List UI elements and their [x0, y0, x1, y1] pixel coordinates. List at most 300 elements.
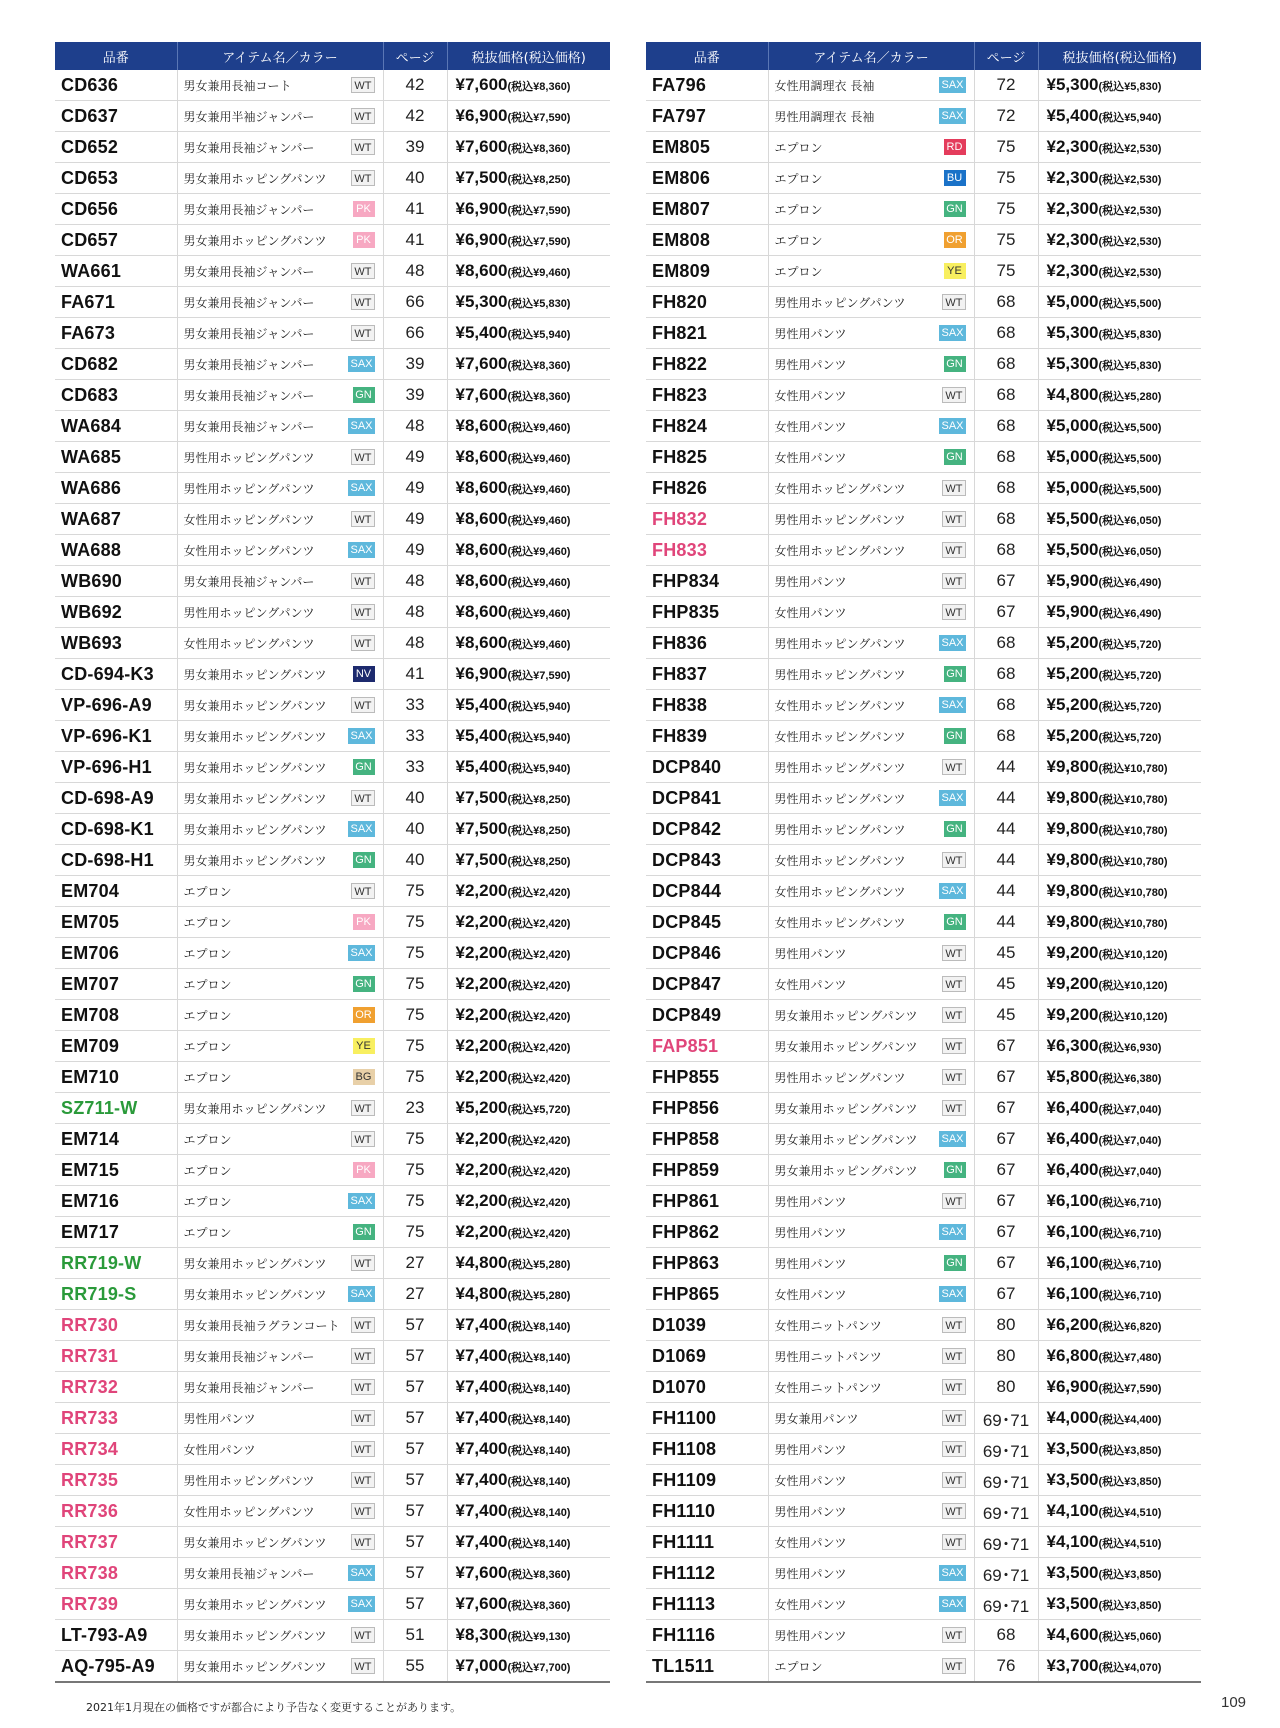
item-name: 男女兼用ホッピングパンツ	[774, 1040, 918, 1054]
item-cell	[768, 752, 974, 783]
item-name: 女性用ホッピングパンツ	[774, 699, 906, 713]
catalog-page: 27	[383, 1279, 447, 1310]
color-badge: WT	[351, 1534, 374, 1550]
price-cell	[447, 814, 610, 845]
item-cell	[768, 690, 974, 721]
price-table-left	[55, 42, 610, 1683]
product-code: FA673	[55, 318, 177, 349]
color-badge: SAX	[941, 1598, 964, 1610]
product-code: WA686	[55, 473, 177, 504]
color-badge: GN	[944, 666, 966, 682]
price-excl-tax: ¥2,200	[455, 1222, 508, 1241]
item-name: 女性用パンツ	[774, 1536, 847, 1550]
table-row	[55, 1217, 610, 1248]
color-badge: GN	[353, 387, 375, 403]
price-incl-tax: (税込¥10,780)	[1098, 918, 1168, 930]
price-excl-tax: ¥5,900	[1046, 602, 1099, 621]
price-incl-tax: (税込¥5,500)	[1098, 484, 1162, 496]
price-cell	[1038, 938, 1201, 969]
table-row	[646, 1186, 1201, 1217]
price-incl-tax: (税込¥9,130)	[507, 1631, 571, 1643]
item-name: 男女兼用ホッピングパンツ	[183, 761, 327, 775]
price-incl-tax: (税込¥9,460)	[507, 608, 571, 620]
catalog-page: 69･71	[974, 1558, 1038, 1589]
color-badge: WT	[942, 1317, 965, 1333]
item-name: 男女兼用ホッピングパンツ	[774, 1009, 918, 1023]
color-badge: SAX	[941, 79, 964, 91]
price-cell	[447, 1496, 610, 1527]
item-cell	[177, 256, 383, 287]
catalog-page: 57	[383, 1434, 447, 1465]
color-badge: SAX	[941, 1133, 964, 1145]
table-row	[55, 1341, 610, 1372]
price-excl-tax: ¥7,500	[455, 788, 508, 807]
price-excl-tax: ¥6,100	[1046, 1284, 1099, 1303]
price-cell	[1038, 907, 1201, 938]
table-row	[55, 783, 610, 814]
price-cell	[447, 969, 610, 1000]
item-name: 男女兼用ホッピングパンツ	[774, 1102, 918, 1116]
color-badge: WT	[942, 294, 965, 310]
catalog-page: 68	[974, 380, 1038, 411]
table-row	[55, 504, 610, 535]
product-code: FHP862	[646, 1217, 768, 1248]
color-badge: WT	[942, 1534, 965, 1550]
price-excl-tax: ¥8,600	[455, 509, 508, 528]
color-badge: WT	[351, 294, 374, 310]
price-cell	[1038, 597, 1201, 628]
color-badge: WT	[942, 852, 965, 868]
price-cell	[1038, 752, 1201, 783]
price-excl-tax: ¥2,200	[455, 1129, 508, 1148]
price-incl-tax: (税込¥4,400)	[1098, 1414, 1162, 1426]
color-badge: WT	[942, 1503, 965, 1519]
item-name: 女性用ホッピングパンツ	[183, 513, 315, 527]
catalog-page: 68	[974, 411, 1038, 442]
price-incl-tax: (税込¥8,140)	[507, 1507, 571, 1519]
price-excl-tax: ¥2,200	[455, 943, 508, 962]
catalog-page: 44	[974, 783, 1038, 814]
price-cell	[447, 566, 610, 597]
table-row	[646, 1279, 1201, 1310]
item-cell	[768, 1155, 974, 1186]
price-cell	[447, 1651, 610, 1683]
price-cell	[1038, 380, 1201, 411]
color-badge: WT	[351, 449, 374, 465]
catalog-page: 67	[974, 566, 1038, 597]
color-badge: SAX	[350, 1567, 373, 1579]
price-cell	[1038, 1155, 1201, 1186]
item-name: 男女兼用長袖ジャンパー	[183, 265, 315, 279]
product-code: FH1100	[646, 1403, 768, 1434]
table-row	[55, 969, 610, 1000]
color-badge: WT	[351, 170, 374, 186]
price-cell	[1038, 225, 1201, 256]
table-row	[55, 225, 610, 256]
catalog-page: 49	[383, 535, 447, 566]
item-name: 男性用パンツ	[774, 327, 847, 341]
item-cell	[768, 1434, 974, 1465]
table-row	[55, 411, 610, 442]
price-excl-tax: ¥4,600	[1046, 1625, 1099, 1644]
table-row	[646, 318, 1201, 349]
price-excl-tax: ¥6,800	[1046, 1346, 1099, 1365]
item-name: 女性用ホッピングパンツ	[774, 885, 906, 899]
color-badge: BG	[353, 1069, 375, 1085]
item-name: エプロン	[183, 1226, 232, 1240]
price-excl-tax: ¥4,100	[1046, 1501, 1099, 1520]
price-incl-tax: (税込¥2,420)	[507, 918, 571, 930]
product-code: FH823	[646, 380, 768, 411]
table-row	[55, 1589, 610, 1620]
price-excl-tax: ¥7,600	[455, 1563, 508, 1582]
catalog-page: 67	[974, 1093, 1038, 1124]
product-code: EM710	[55, 1062, 177, 1093]
price-cell	[1038, 1000, 1201, 1031]
item-cell	[177, 659, 383, 690]
product-code: RR733	[55, 1403, 177, 1434]
price-excl-tax: ¥6,900	[1046, 1377, 1099, 1396]
item-cell	[768, 380, 974, 411]
catalog-page: 45	[974, 938, 1038, 969]
item-cell	[177, 1589, 383, 1620]
price-excl-tax: ¥2,300	[1046, 230, 1099, 249]
item-cell	[768, 1248, 974, 1279]
price-excl-tax: ¥7,400	[455, 1315, 508, 1334]
product-code: DCP845	[646, 907, 768, 938]
catalog-page: 48	[383, 597, 447, 628]
price-cell	[1038, 287, 1201, 318]
color-badge: WT	[351, 1317, 374, 1333]
item-cell	[768, 1496, 974, 1527]
price-excl-tax: ¥7,400	[455, 1377, 508, 1396]
catalog-page: 49	[383, 504, 447, 535]
price-excl-tax: ¥6,900	[455, 230, 508, 249]
price-excl-tax: ¥5,200	[1046, 664, 1099, 683]
item-name: 男性用ホッピングパンツ	[774, 637, 906, 651]
price-incl-tax: (税込¥5,280)	[507, 1290, 571, 1302]
price-cell	[1038, 1248, 1201, 1279]
price-cell	[447, 907, 610, 938]
price-excl-tax: ¥5,300	[1046, 75, 1099, 94]
item-name: 男性用パンツ	[774, 1195, 847, 1209]
catalog-page: 48	[383, 566, 447, 597]
price-incl-tax: (税込¥2,420)	[507, 1166, 571, 1178]
product-code: CD657	[55, 225, 177, 256]
table-row	[646, 938, 1201, 969]
color-badge: SAX	[350, 823, 373, 835]
price-incl-tax: (税込¥2,420)	[507, 887, 571, 899]
table-row	[646, 1000, 1201, 1031]
color-badge: GN	[944, 728, 966, 744]
catalog-page: 51	[383, 1620, 447, 1651]
color-badge: YE	[353, 1038, 375, 1054]
header-price: 税抜価格(税込価格)	[1038, 42, 1201, 70]
price-excl-tax: ¥5,200	[1046, 726, 1099, 745]
color-badge: WT	[942, 1069, 965, 1085]
catalog-page: 69･71	[974, 1434, 1038, 1465]
price-cell	[1038, 1651, 1201, 1683]
color-badge: WT	[942, 1410, 965, 1426]
catalog-page: 75	[383, 938, 447, 969]
color-badge: WT	[942, 1193, 965, 1209]
item-cell	[768, 1620, 974, 1651]
price-incl-tax: (税込¥3,850)	[1098, 1600, 1162, 1612]
product-code: RR736	[55, 1496, 177, 1527]
price-cell	[447, 783, 610, 814]
price-incl-tax: (税込¥2,530)	[1098, 174, 1162, 186]
price-excl-tax: ¥3,500	[1046, 1563, 1099, 1582]
item-name: 女性用パンツ	[774, 1474, 847, 1488]
price-cell	[1038, 659, 1201, 690]
product-code: EM806	[646, 163, 768, 194]
item-name: 女性用ホッピングパンツ	[774, 730, 906, 744]
table-row	[55, 132, 610, 163]
item-name: 男女兼用ホッピングパンツ	[774, 1133, 918, 1147]
item-name: 女性用パンツ	[774, 451, 847, 465]
product-code: EM709	[55, 1031, 177, 1062]
price-excl-tax: ¥2,300	[1046, 137, 1099, 156]
item-cell	[177, 628, 383, 659]
item-cell	[768, 225, 974, 256]
color-badge: WT	[351, 1131, 374, 1147]
price-incl-tax: (税込¥9,460)	[507, 422, 571, 434]
item-cell	[177, 1279, 383, 1310]
item-name: 男女兼用ホッピングパンツ	[183, 854, 327, 868]
catalog-page: 67	[974, 1031, 1038, 1062]
price-incl-tax: (税込¥8,250)	[507, 794, 571, 806]
catalog-page: 75	[974, 163, 1038, 194]
price-cell	[447, 256, 610, 287]
color-badge: WT	[351, 697, 374, 713]
header-price: 税抜価格(税込価格)	[447, 42, 610, 70]
item-name: 男性用パンツ	[774, 1567, 847, 1581]
table-row	[55, 1434, 610, 1465]
item-name: 男女兼用ホッピングパンツ	[774, 1164, 918, 1178]
item-name: 男性用パンツ	[774, 358, 847, 372]
table-row	[646, 597, 1201, 628]
price-incl-tax: (税込¥6,710)	[1098, 1197, 1162, 1209]
item-cell	[177, 132, 383, 163]
item-cell	[177, 1031, 383, 1062]
catalog-page: 75	[383, 1000, 447, 1031]
catalog-page: 57	[383, 1465, 447, 1496]
price-cell	[1038, 1093, 1201, 1124]
price-incl-tax: (税込¥5,830)	[1098, 329, 1162, 341]
price-excl-tax: ¥5,400	[455, 323, 508, 342]
price-excl-tax: ¥9,800	[1046, 757, 1099, 776]
price-excl-tax: ¥2,200	[455, 1036, 508, 1055]
color-badge: SAX	[941, 1288, 964, 1300]
product-code: FH1109	[646, 1465, 768, 1496]
catalog-page: 66	[383, 318, 447, 349]
catalog-page: 23	[383, 1093, 447, 1124]
item-cell	[768, 1372, 974, 1403]
price-incl-tax: (税込¥5,720)	[507, 1104, 571, 1116]
catalog-page: 68	[974, 287, 1038, 318]
item-cell	[768, 256, 974, 287]
item-cell	[768, 1031, 974, 1062]
color-badge: WT	[351, 1379, 374, 1395]
price-excl-tax: ¥5,000	[1046, 292, 1099, 311]
table-row	[646, 1372, 1201, 1403]
price-incl-tax: (税込¥4,510)	[1098, 1538, 1162, 1550]
item-name: 男女兼用ホッピングパンツ	[183, 1536, 327, 1550]
item-cell	[768, 907, 974, 938]
color-badge: SAX	[941, 1567, 964, 1579]
price-cell	[447, 690, 610, 721]
catalog-page: 68	[974, 504, 1038, 535]
item-cell	[768, 721, 974, 752]
catalog-page: 57	[383, 1372, 447, 1403]
header-item: アイテム名／カラー	[177, 42, 383, 70]
table-row	[55, 1062, 610, 1093]
item-name: エプロン	[183, 916, 232, 930]
price-incl-tax: (税込¥8,140)	[507, 1476, 571, 1488]
item-cell	[768, 535, 974, 566]
price-cell	[447, 1155, 610, 1186]
catalog-page: 39	[383, 349, 447, 380]
item-cell	[768, 163, 974, 194]
price-incl-tax: (税込¥9,460)	[507, 267, 571, 279]
item-cell	[177, 783, 383, 814]
table-row	[646, 1248, 1201, 1279]
product-code: RR738	[55, 1558, 177, 1589]
price-cell	[1038, 318, 1201, 349]
table-row	[55, 1000, 610, 1031]
price-excl-tax: ¥3,500	[1046, 1439, 1099, 1458]
table-row	[646, 1155, 1201, 1186]
catalog-page: 40	[383, 783, 447, 814]
price-excl-tax: ¥9,800	[1046, 819, 1099, 838]
price-cell	[447, 1589, 610, 1620]
table-row	[646, 566, 1201, 597]
price-incl-tax: (税込¥10,780)	[1098, 825, 1168, 837]
table-row	[55, 1031, 610, 1062]
table-row	[646, 969, 1201, 1000]
price-excl-tax: ¥6,200	[1046, 1315, 1099, 1334]
price-incl-tax: (税込¥2,420)	[507, 1135, 571, 1147]
price-incl-tax: (税込¥2,530)	[1098, 267, 1162, 279]
item-cell	[768, 1651, 974, 1683]
table-row	[55, 876, 610, 907]
color-badge: WT	[351, 635, 374, 651]
color-badge: RD	[944, 139, 966, 155]
product-code: EM717	[55, 1217, 177, 1248]
color-badge: GN	[944, 201, 966, 217]
price-excl-tax: ¥9,800	[1046, 850, 1099, 869]
table-row	[646, 380, 1201, 411]
item-name: 男女兼用ホッピングパンツ	[183, 234, 327, 248]
color-badge: WT	[351, 1410, 374, 1426]
item-cell	[177, 318, 383, 349]
item-cell	[177, 1620, 383, 1651]
color-badge: SAX	[350, 544, 373, 556]
price-cell	[1038, 256, 1201, 287]
color-badge: SAX	[941, 110, 964, 122]
catalog-page: 45	[974, 969, 1038, 1000]
table-row	[646, 225, 1201, 256]
table-row	[55, 752, 610, 783]
product-code: DCP840	[646, 752, 768, 783]
product-code: LT-793-A9	[55, 1620, 177, 1651]
color-badge: OR	[944, 232, 966, 248]
price-excl-tax: ¥6,100	[1046, 1253, 1099, 1272]
color-badge: GN	[944, 821, 966, 837]
price-excl-tax: ¥8,600	[455, 540, 508, 559]
price-excl-tax: ¥2,300	[1046, 261, 1099, 280]
catalog-page: 72	[974, 70, 1038, 101]
table-row	[646, 1434, 1201, 1465]
color-badge: SAX	[350, 420, 373, 432]
price-incl-tax: (税込¥3,850)	[1098, 1445, 1162, 1457]
table-row	[55, 938, 610, 969]
item-name: 男性用ホッピングパンツ	[774, 823, 906, 837]
table-row	[646, 473, 1201, 504]
item-cell	[177, 1093, 383, 1124]
price-cell	[447, 721, 610, 752]
table-row	[646, 535, 1201, 566]
price-cell	[1038, 194, 1201, 225]
color-badge: WT	[351, 1658, 374, 1674]
price-incl-tax: (税込¥8,250)	[507, 825, 571, 837]
price-cell	[1038, 1496, 1201, 1527]
item-cell	[768, 349, 974, 380]
price-excl-tax: ¥6,400	[1046, 1160, 1099, 1179]
price-cell	[1038, 1558, 1201, 1589]
price-incl-tax: (税込¥10,120)	[1098, 980, 1168, 992]
catalog-page: 44	[974, 814, 1038, 845]
product-code: DCP842	[646, 814, 768, 845]
catalog-page: 40	[383, 845, 447, 876]
table-row	[646, 1589, 1201, 1620]
color-badge: SAX	[350, 482, 373, 494]
item-cell	[768, 101, 974, 132]
catalog-page: 68	[974, 659, 1038, 690]
color-badge: GN	[353, 1224, 375, 1240]
item-name: 男女兼用長袖ジャンパー	[183, 141, 315, 155]
price-incl-tax: (税込¥8,360)	[507, 360, 571, 372]
product-code: WB690	[55, 566, 177, 597]
price-incl-tax: (税込¥8,140)	[507, 1352, 571, 1364]
price-excl-tax: ¥2,200	[455, 912, 508, 931]
table-row	[646, 1031, 1201, 1062]
price-excl-tax: ¥5,400	[455, 757, 508, 776]
price-excl-tax: ¥8,600	[455, 261, 508, 280]
price-cell	[1038, 1372, 1201, 1403]
table-row	[55, 1558, 610, 1589]
product-code: D1070	[646, 1372, 768, 1403]
item-cell	[768, 318, 974, 349]
catalog-page: 40	[383, 814, 447, 845]
product-code: DCP844	[646, 876, 768, 907]
catalog-page: 67	[974, 597, 1038, 628]
color-badge: WT	[351, 1348, 374, 1364]
price-incl-tax: (税込¥6,820)	[1098, 1321, 1162, 1333]
item-cell	[177, 1372, 383, 1403]
item-cell	[768, 132, 974, 163]
price-incl-tax: (税込¥6,490)	[1098, 577, 1162, 589]
price-cell	[447, 1341, 610, 1372]
item-name: 男女兼用長袖ジャンパー	[183, 1350, 315, 1364]
item-cell	[768, 411, 974, 442]
price-cell	[1038, 1589, 1201, 1620]
item-cell	[177, 70, 383, 101]
table-body-left	[55, 70, 610, 1682]
table-row	[646, 1341, 1201, 1372]
footnote: 2021年1月現在の価格ですが都合により予告なく変更することがあります。	[86, 1701, 462, 1714]
price-incl-tax: (税込¥5,720)	[1098, 701, 1162, 713]
